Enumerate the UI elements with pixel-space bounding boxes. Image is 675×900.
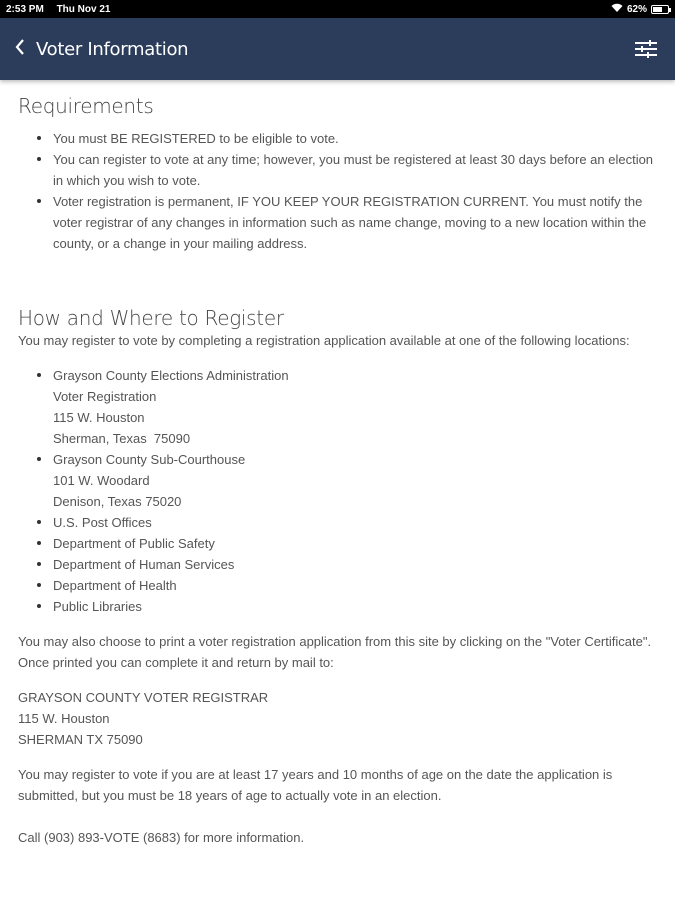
location-line: Department of Public Safety (53, 536, 215, 551)
list-item: You must BE REGISTERED to be eligible to vote. (18, 128, 657, 149)
location-line: Public Libraries (53, 599, 142, 614)
location-line: 101 W. Woodard (53, 473, 150, 488)
age-note: You may register to vote if you are at least 17 years and 10 months of age on the date the application is submitted, but you must be 18 years of age to actually vote in an election. (18, 767, 613, 803)
location-line: Grayson County Elections Administration (53, 368, 289, 383)
location-item (18, 365, 657, 449)
location-line: Sherman, Texas 75090 (53, 431, 191, 446)
content (0, 80, 675, 848)
location-line: Denison, Texas 75020 (53, 494, 182, 509)
slider-knob (641, 46, 643, 52)
location-line: Voter Registration (53, 389, 157, 404)
locations-list (18, 365, 657, 617)
requirements-section (18, 94, 657, 254)
location-item (18, 596, 657, 617)
address-line: GRAYSON COUNTY VOTER REGISTRAR (18, 690, 269, 705)
mail-address (18, 687, 657, 750)
battery-percent: 62% (626, 3, 647, 15)
requirements-list (18, 128, 657, 254)
requirements-heading: Requirements (18, 94, 154, 118)
app-bar (0, 18, 675, 80)
slider-knob (647, 52, 649, 58)
slider-line (635, 42, 657, 44)
location-item (18, 533, 657, 554)
wifi-icon (611, 3, 623, 16)
location-line: Department of Health (53, 578, 177, 593)
battery-fill (653, 7, 662, 12)
location-item (18, 449, 657, 512)
location-line: Department of Human Services (53, 557, 235, 572)
register-heading: How and Where to Register (18, 306, 284, 330)
slider-line (635, 54, 657, 56)
status-time: 2:53 PM (6, 3, 44, 15)
list-item: Voter registration is permanent, IF YOU KEEP YOUR REGISTRATION CURRENT. You must notify the voter registrar of any changes in information such as name change, moving to a new location within the county, or a change in your mailing address. (18, 191, 657, 254)
location-item (18, 554, 657, 575)
list-item: You can register to vote at any time; however, you must be registered at least 30 days before an election in which you wish to vote. (18, 149, 657, 191)
location-line: Grayson County Sub-Courthouse (53, 452, 246, 467)
location-line: U.S. Post Offices (53, 515, 152, 530)
slider-knob (649, 40, 651, 46)
location-item (18, 512, 657, 533)
status-date: Thu Nov 21 (56, 3, 111, 15)
location-line: 115 W. Houston (53, 410, 145, 425)
print-note: You may also choose to print a voter registration application from this site by clicking on the "Voter Certificate". Once printed you can complete it and return by mail to: (18, 634, 659, 670)
slider-line (635, 48, 657, 50)
sliders-icon[interactable] (635, 40, 657, 58)
location-item (18, 575, 657, 596)
page-title: Voter Information (36, 38, 189, 60)
register-intro: You may register to vote by completing a registration application available at one of the following locations: (18, 333, 630, 348)
register-section (18, 306, 657, 848)
chevron-left-icon[interactable] (14, 38, 26, 60)
battery-icon (651, 5, 669, 14)
address-line: 115 W. Houston (18, 711, 110, 726)
status-bar (0, 0, 675, 18)
address-line: SHERMAN TX 75090 (18, 732, 143, 747)
call-note: Call (903) 893-VOTE (8683) for more information. (18, 830, 305, 845)
